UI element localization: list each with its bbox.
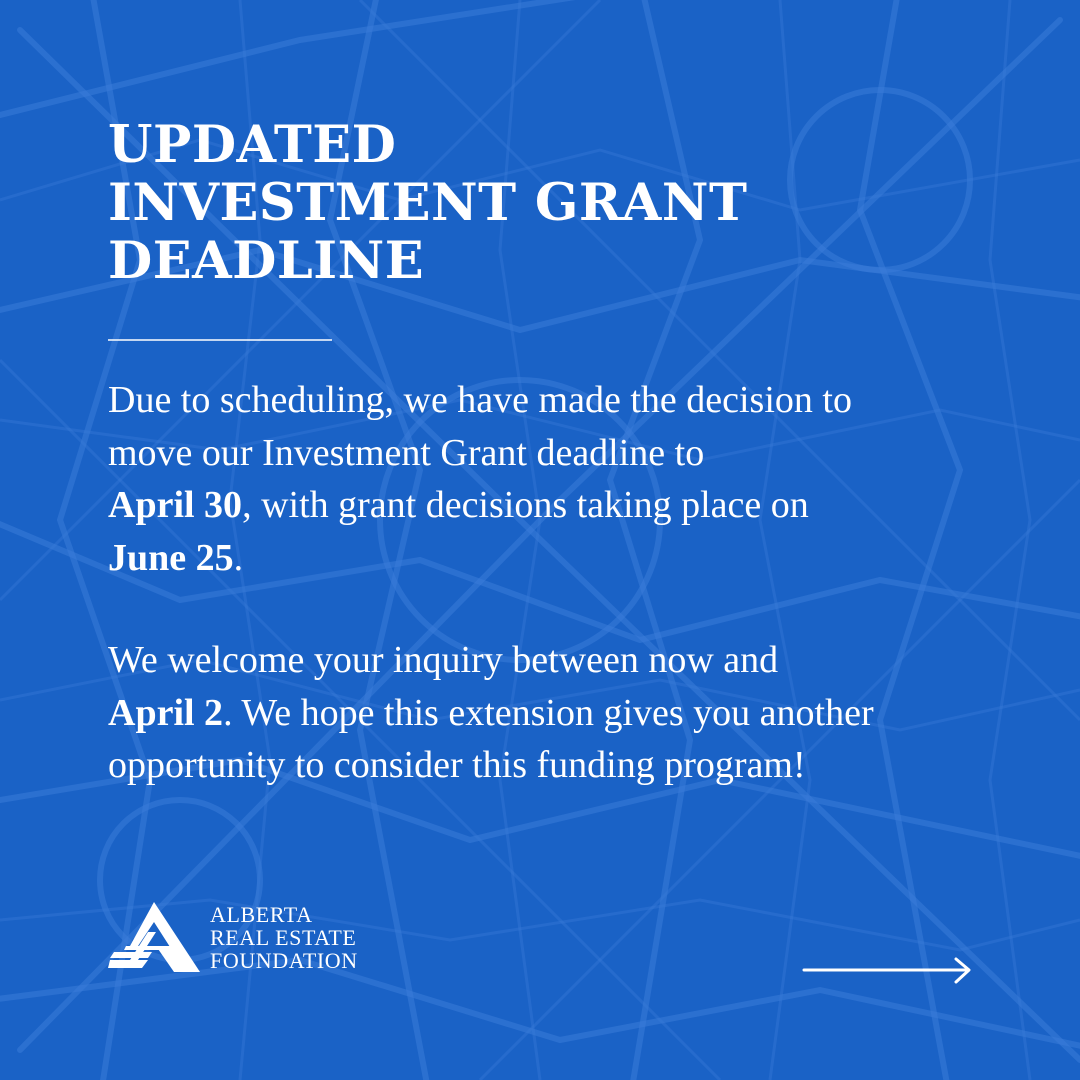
foundation-logo-wordmark [210,904,358,973]
arrow-right-icon[interactable] [800,955,976,989]
paragraph-2-line-3: opportunity to consider this funding program! [108,744,806,786]
headline-line-3: DEADLINE [108,231,425,291]
inquiry-deadline-date: April 2 [108,691,224,734]
decision-date: June 25 [108,536,234,579]
paragraph-2-line-1: We welcome your inquiry between now and [108,639,779,681]
paragraph-1-line-3: , with grant decisions taking place on [242,484,809,526]
paragraph-2-line-2: . We hope this extension gives you another [223,691,874,734]
logo-line-2: REAL ESTATE [210,925,357,950]
paragraph-1-line-4: . [233,536,244,579]
logo-line-1: ALBERTA [210,902,313,927]
headline-line-1: UPDATED [108,115,397,175]
logo-line-3: FOUNDATION [210,948,358,973]
paragraph-1-line-1: Due to scheduling, we have made the decision to [108,379,852,421]
foundation-logo [108,902,408,974]
announcement-paragraph [108,374,1008,584]
new-deadline-date: April 30 [108,484,243,526]
foundation-logo-mark-icon [108,902,200,972]
headline-line-2: INVESTMENT GRANT [108,173,748,233]
paragraph-1-line-2: move our Investment Grant deadline to [108,431,705,474]
inquiry-paragraph [108,634,1008,792]
title-divider [108,339,332,341]
